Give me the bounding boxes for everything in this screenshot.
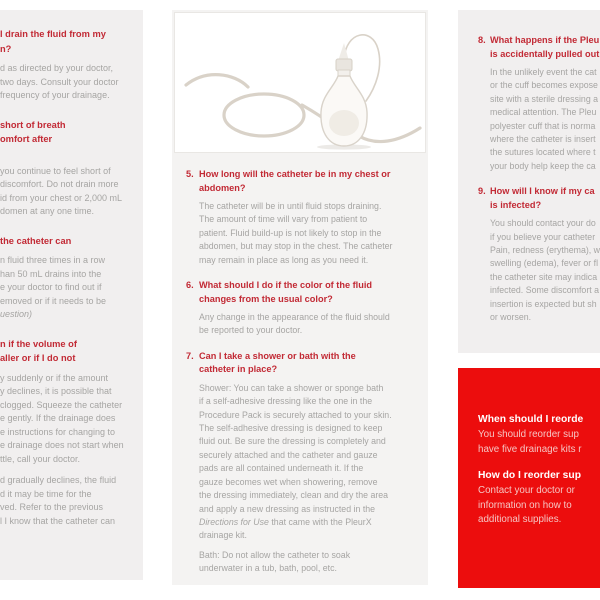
bottle-graphic [321,43,367,146]
text-line: if a self-adhesive dressing like the one in the [199,396,373,407]
faq-list [172,155,428,576]
text-line: Shower: You can take a shower or sponge bath [199,382,384,393]
text-line: gauze becomes wet when showering, remove [199,476,378,487]
text-line: Bath: Do not allow the catheter to soak [199,549,351,560]
text-line: The catheter will be in until fluid stops draining. [199,201,382,211]
question-title [199,168,424,195]
reorder-when-text [478,428,600,457]
faq-heading-fragment [0,118,143,147]
text-line: is infected? [490,199,542,210]
faq-answer-fragment [0,372,143,467]
text-line: underwater in a tub, bath, pool, etc. [199,563,337,574]
text-line: Contact your doctor or [478,485,575,497]
question-title [199,279,424,306]
faq-heading-fragment [0,234,143,249]
question-answer [490,217,600,324]
question-title [490,34,600,61]
text-line: How will I know if my ca [490,186,595,197]
text-line: drainage kit. [199,530,247,541]
text-line: e gently. If the drainage does [0,413,116,423]
text-line: han 50 mL drains into the [0,268,102,279]
question-number: 8. [478,35,486,45]
text-line: is accidentally pulled out [490,48,600,59]
text-line: information on how to [478,499,572,511]
faq-question-6 [186,279,424,338]
text-line: The amount of time will vary from patient to [199,214,368,225]
text-line: d gradually declines, the fluid [0,475,117,485]
right-panel-column [458,10,600,353]
text-line: domen at any one time. [0,206,95,216]
text-line: Can I take a shower or bath with the [199,350,356,361]
text-line: if you believe your catheter [490,231,596,242]
text-line: ttle, call your doctor. [0,453,81,464]
text-line: patient. Fluid build-up is not likely to stop in the [199,227,382,238]
text-line: The self-adhesive dressing is designed to keep [199,423,383,434]
text-line: n? [0,43,12,54]
question-answer [490,66,600,173]
faq-question-8 [478,34,600,173]
text-line: d it may be time for the [0,488,92,499]
faq-answer-fragment [0,62,143,103]
faq-answer-fragment [0,165,143,219]
faq-answer-fragment [0,254,143,322]
text-line: infected. Some discomfort a [490,285,600,296]
question-answer-bath [199,549,424,576]
text-line: e drainage does not start when [0,440,124,450]
text-line: Pain, redness (erythema), w [490,245,600,256]
text-line: the dressing immediately, clean and dry the area [199,490,389,501]
text-line: frequency of your drainage. [0,90,110,100]
faq-question-5 [186,168,424,267]
text-line: two days. Consult your doctor [0,76,119,87]
text-line: You should reorder sup [478,429,579,440]
text-line: fluid out. Be sure the dressing is completely and [199,436,386,447]
text-line: have five drainage kits r [478,443,582,455]
text-line: What should I do if the color of the fluid [199,280,373,291]
text-line: Procedure Pack is securely attached to your skin. [199,409,392,420]
drainage-bottle-photo [176,15,424,150]
text-line: emoved or if it needs to be [0,295,107,306]
faq-answer-fragment [0,474,143,528]
text-line: your body help keep the ca [490,160,596,171]
text-line: the sutures located where t [490,147,596,158]
text-line: the catheter can [0,235,72,246]
reorder-when-heading: When should I reorde [478,414,584,425]
text-line: abdomen? [199,182,246,193]
text-line: l drain the fluid from my [0,29,106,39]
text-line: discomfort. Do not drain more [0,179,119,189]
text-line: How long will the catheter be in my chest or [199,169,391,179]
question-number: 7. [186,350,194,361]
text-line: securely attached and the catheter and gauze [199,449,378,460]
text-line: the catheter site may indica [490,271,598,282]
faq-question-7 [186,350,424,576]
text-line: may remain in place as long as you need it. [199,254,369,265]
reorder-promo-panel [458,368,600,588]
text-line: abdomen, but may stop in the chest. The catheter [199,241,393,252]
text-line: y suddenly or if the amount [0,372,109,383]
text-line: be reported to your doctor. [199,325,303,336]
text-line: changes from the usual color? [199,293,333,304]
text-line: insertion is expected but sh [490,298,597,309]
question-answer-shower [199,382,424,543]
faq-heading-fragment [0,27,143,56]
text-line: swelling (edema), fever or fl [490,258,599,269]
text-line: or the cuff becomes expose [490,80,598,91]
text-line: aller or if I do not [0,353,76,363]
question-heading [186,168,424,195]
left-panel-column [0,10,143,580]
text-line: uestion) [0,309,33,319]
text-line: additional supplies. [478,514,562,526]
text-line: or worsen. [490,312,532,323]
reorder-how-heading: How do I reorder sup [478,470,581,482]
text-line: e your doctor to find out if [0,282,102,292]
question-answer [199,311,424,338]
middle-panel-column [172,10,428,585]
text-line: you continue to feel short of [0,165,111,176]
text-line: What happens if the Pleu [490,35,600,45]
text-line: n if the volume of [0,338,77,349]
text-line: Directions for Use that came with the PleurX [199,516,372,527]
text-line: d as directed by your doctor, [0,63,114,73]
text-line: In the unlikely event the cat [490,67,597,77]
text-line: y declines, it is possible that [0,386,112,396]
text-line: clogged. Squeeze the catheter [0,399,123,410]
text-line: You should contact your do [490,218,596,229]
question-heading [478,34,600,61]
text-line: and apply a new dressing as instructed in the [199,503,376,514]
faq-question-9 [478,185,600,324]
text-line: l I know that the catheter can [0,515,116,526]
text-line: ved. Refer to the previous [0,502,104,512]
question-number: 9. [478,186,486,197]
question-title [199,350,424,377]
question-heading [186,279,424,306]
catheter-tubing-graphic [186,35,420,142]
question-number: 6. [186,280,194,291]
text-line: where the catheter is insert [490,134,596,145]
question-answer [199,200,424,267]
text-line: short of breath [0,119,66,130]
text-line: polyester cuff that is norma [490,120,596,131]
product-photo-box [174,12,426,153]
text-line: medical attention. The Pleu [490,107,597,118]
question-heading [478,185,600,212]
question-number: 5. [186,169,194,179]
text-line: site with a sterile dressing a [490,93,599,104]
question-heading [186,350,424,377]
text-line: id from your chest or 2,000 mL [0,192,123,203]
text-line: Any change in the appearance of the fluid should [199,312,390,323]
question-title [490,185,600,212]
text-line: omfort after [0,134,53,144]
faq-heading-fragment [0,337,143,366]
reorder-how-text [478,484,600,528]
text-line: e instructions for changing to [0,426,116,437]
text-line: pads are all contained underneath it. If the [199,463,364,474]
text-line: n fluid three times in a row [0,255,106,265]
text-line: catheter in place? [199,364,278,375]
